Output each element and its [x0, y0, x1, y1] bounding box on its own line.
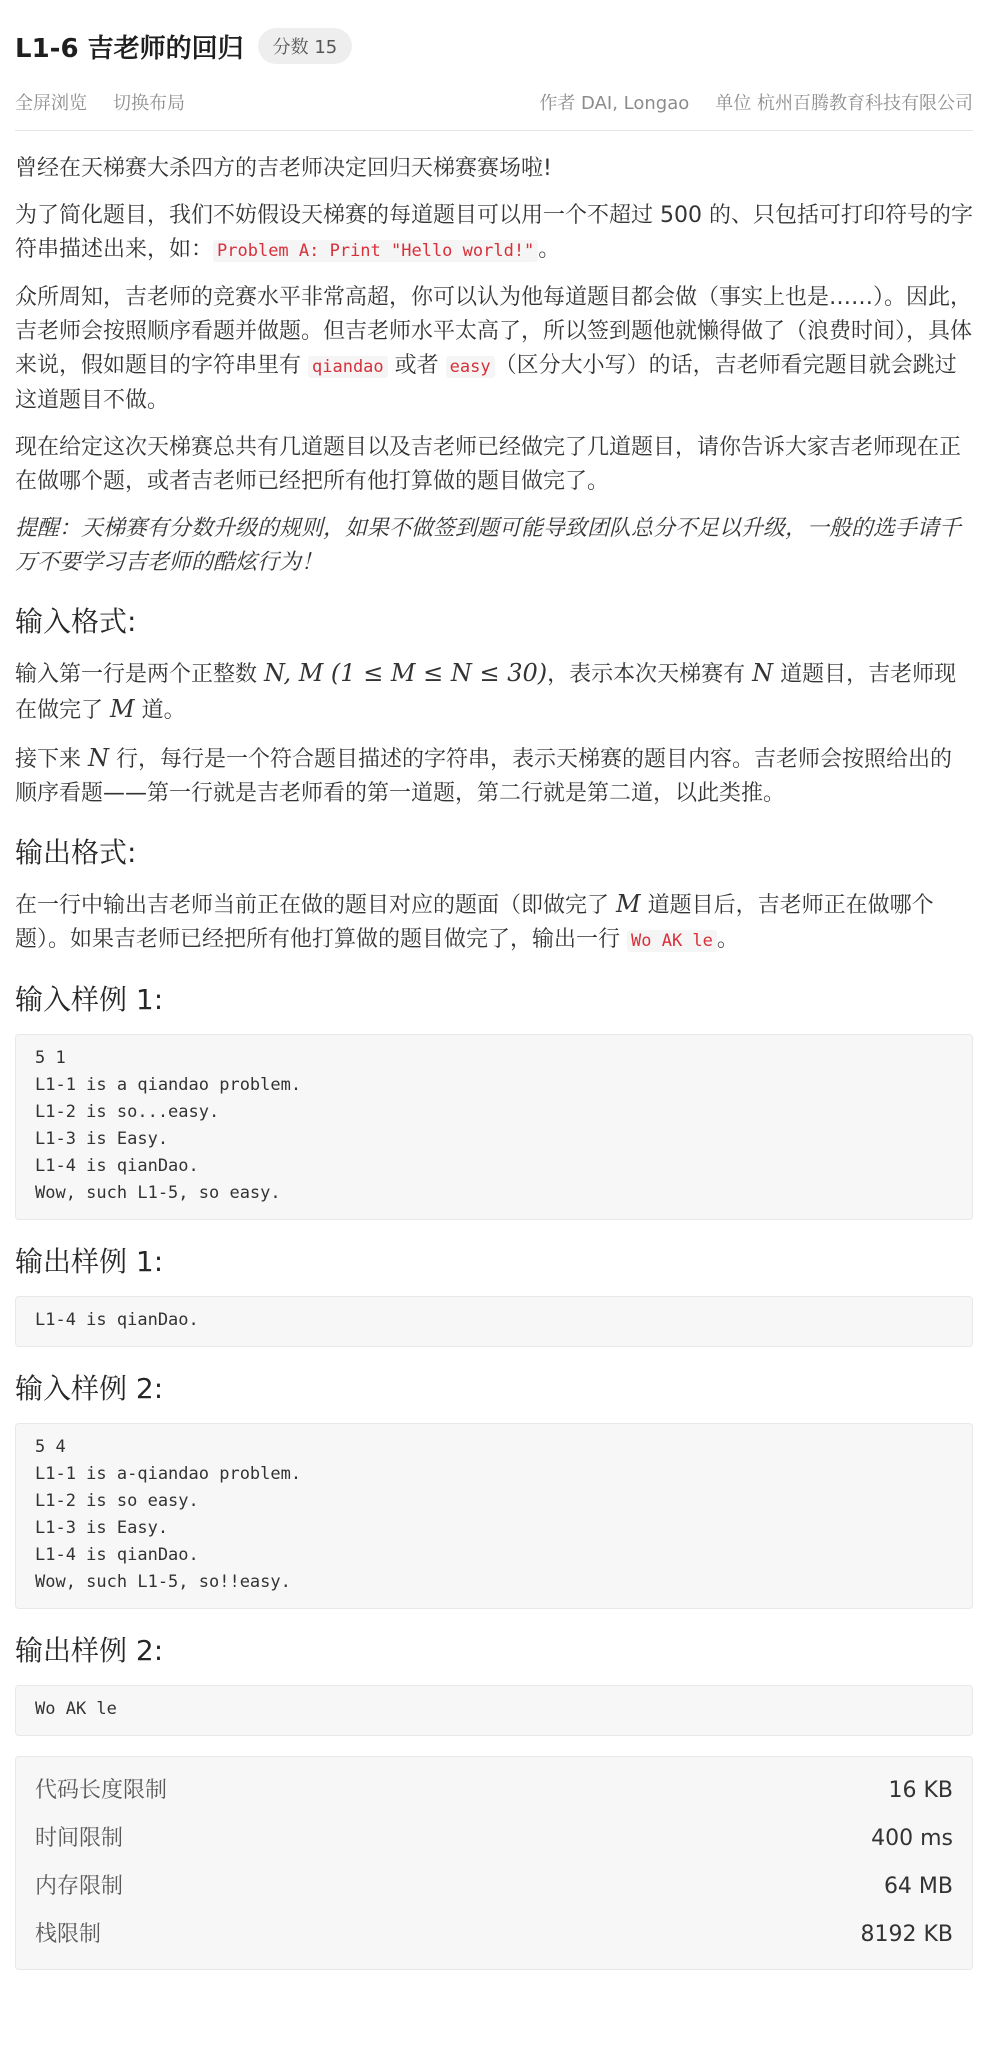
limit-label: 时间限制	[35, 1826, 124, 1851]
limit-value: 400 ms	[871, 1826, 953, 1851]
limit-row-time	[35, 1815, 953, 1863]
sample-input-heading: 输入样例 1:	[15, 983, 164, 1016]
sample-input-heading: 输入样例 2:	[15, 1372, 164, 1405]
description-paragraph: 现在给定这次天梯赛总共有几道题目以及吉老师已经做完了几道题目，请你告诉大家吉老师现在正在做哪个题，或者吉老师已经把所有他打算做的题目做完了。	[15, 435, 962, 494]
description-paragraph: 曾经在天梯赛大杀四方的吉老师决定回归天梯赛赛场啦!	[15, 156, 552, 181]
organization-label: 单位 杭州百腾教育科技有限公司	[715, 93, 973, 114]
sample-output-1[interactable]: L1-4 is qianDao.	[15, 1296, 973, 1347]
inline-code: Problem A: Print "Hello world!"	[213, 240, 538, 262]
input-format-heading: 输入格式:	[15, 605, 137, 638]
problem-content	[15, 152, 973, 1970]
limit-value: 8192 KB	[860, 1922, 953, 1947]
problem-header	[15, 26, 352, 66]
reminder-paragraph: 提醒：天梯赛有分数升级的规则，如果不做签到题可能导致团队总分不足以升级，一般的选手请千万不要学习吉老师的酷炫行为！	[15, 516, 962, 575]
limit-row-memory	[35, 1863, 953, 1911]
description-paragraph: 众所周知，吉老师的竞赛水平非常高超，你可以认为他每道题目都会做（事实上也是……）。因此，吉老师会按照顺序看题并做题。但吉老师水平太高了，所以签到题他就懒得做了（浪费时间），具体来说，假如题目的字符串里有 qiandao 或者 easy （区分大小写）的话，吉老师看完题目就会跳过这道题目不做。	[15, 285, 973, 413]
output-format-paragraph: 在一行中输出吉老师当前正在做的题目对应的题面（即做完了 M 道题目后，吉老师正在做哪个题）。如果吉老师已经把所有他打算做的题目做完了，输出一行 Wo AK le 。	[15, 890, 934, 952]
math-variable: M	[616, 890, 641, 918]
author-label: 作者 DAI, Longao	[539, 93, 690, 114]
problem-title: L1-6 吉老师的回归	[15, 33, 244, 64]
switch-layout-button[interactable]: 切换布局	[113, 93, 185, 114]
sample-input-1[interactable]: 5 1 L1-1 is a qiandao problem. L1-2 is so...easy. L1-3 is Easy. L1-4 is qianDao. Wow, such L1-5, so easy.	[15, 1034, 973, 1220]
limit-row-code-length	[35, 1767, 953, 1815]
limit-value: 64 MB	[883, 1874, 953, 1899]
input-format-paragraph: 输入第一行是两个正整数 N, M (1 ≤ M ≤ N ≤ 30)，表示本次天梯赛有 N 道题目，吉老师现在做完了 M 道。	[15, 659, 957, 723]
sample-output-heading: 输出样例 2:	[15, 1634, 164, 1667]
limit-row-stack	[35, 1911, 953, 1959]
output-format-heading: 输出格式:	[15, 836, 137, 869]
header-divider	[15, 130, 973, 131]
toolbar	[15, 90, 973, 114]
score-badge: 分数 15	[258, 28, 353, 64]
description-paragraph: 为了简化题目，我们不妨假设天梯赛的每道题目可以用一个不超过 500 的、只包括可打印符号的字符串描述出来，如： Problem A: Print "Hello world!" 。	[15, 203, 973, 262]
limit-label: 代码长度限制	[35, 1778, 168, 1803]
sample-output-heading: 输出样例 1:	[15, 1245, 164, 1278]
sample-input-2[interactable]: 5 4 L1-1 is a-qiandao problem. L1-2 is so easy. L1-3 is Easy. L1-4 is qianDao. Wow, such L1-5, so!!easy.	[15, 1423, 973, 1609]
limit-label: 栈限制	[35, 1922, 102, 1947]
inline-code: Wo AK le	[627, 930, 717, 952]
inline-code: qiandao	[308, 356, 388, 378]
limit-value: 16 KB	[888, 1778, 953, 1803]
limits-panel	[15, 1756, 973, 1970]
fullscreen-button[interactable]: 全屏浏览	[15, 93, 87, 114]
inline-code: easy	[446, 356, 495, 378]
limit-label: 内存限制	[35, 1874, 124, 1899]
math-variable: N	[88, 744, 109, 772]
sample-output-2[interactable]: Wo AK le	[15, 1685, 973, 1736]
view-controls	[15, 89, 185, 115]
math-variable: N	[752, 659, 774, 687]
math-variable: M	[110, 695, 135, 723]
problem-meta	[539, 89, 973, 115]
input-format-paragraph: 接下来 N 行，每行是一个符合题目描述的字符串，表示天梯赛的题目内容。吉老师会按照给出的顺序看题——第一行就是吉老师看的第一道题，第二行就是第二道，以此类推。	[15, 744, 952, 806]
math-expression: N, M (1 ≤ M ≤ N ≤ 30)	[264, 659, 548, 687]
